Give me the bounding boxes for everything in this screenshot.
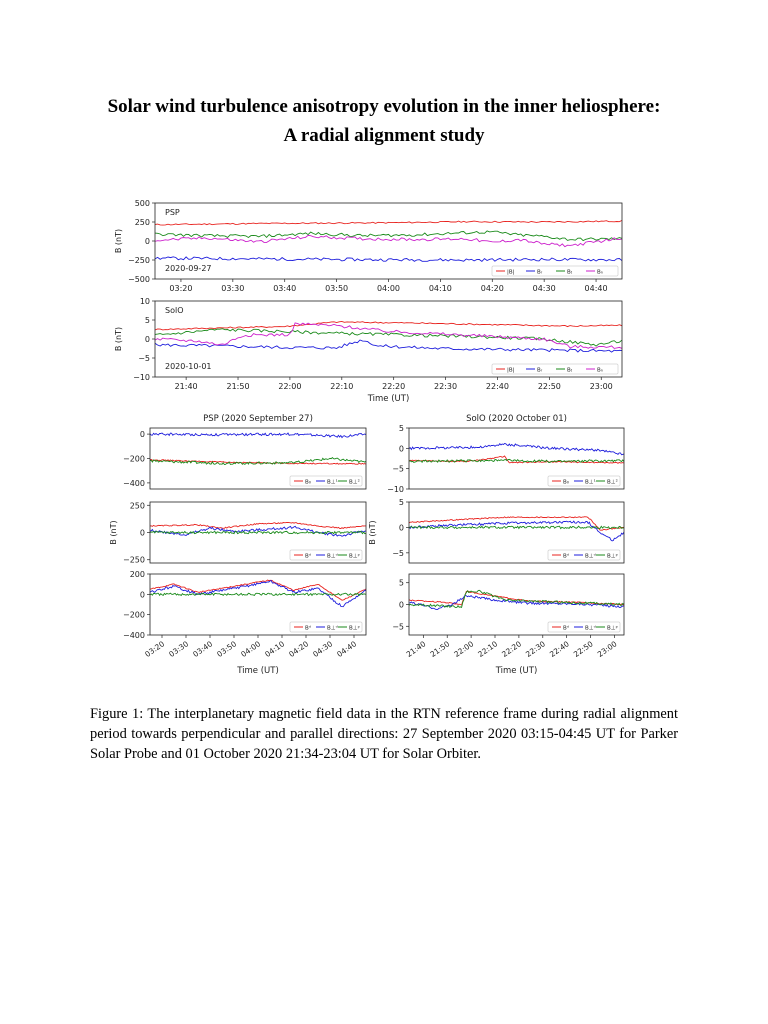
solo_rtn-xtick-label-4: 22:20 <box>382 382 406 391</box>
solo_perp2-ytick-label-0: 5 <box>398 498 404 507</box>
psp_par-xtick-label-5: 04:10 <box>263 639 287 660</box>
psp_par-xtick-label-6: 04:20 <box>287 639 311 660</box>
psp_perp2-legend-label-2: B⊥ᵖ <box>349 553 360 560</box>
psp_rtn-legend-label-3: Bₙ <box>597 269 603 276</box>
solo_perp2-series-1 <box>409 521 624 541</box>
psp_perp2-series-0 <box>150 522 366 528</box>
psp_perp2-legend-label-1: B⊥ᵈ <box>327 553 338 560</box>
psp_par-xtick-label-2: 03:40 <box>191 639 215 660</box>
solo_perp1-series-0 <box>409 456 624 463</box>
solo_rtn-xtick-label-7: 22:50 <box>537 382 561 391</box>
psp_perp1-ytick-label-2: −400 <box>123 478 145 488</box>
solo_par-legend-label-2: B⊥ᵖ <box>607 625 618 632</box>
psp_perp2-ytick-label-0: 250 <box>129 501 145 511</box>
psp_rtn-xtick-label-1: 03:30 <box>221 284 245 293</box>
solo_par-series-2 <box>409 590 624 607</box>
psp_rtn-series-0 <box>155 220 622 225</box>
title-line-2: A radial alignment study <box>283 125 485 146</box>
solo_rtn-xtick-label-1: 21:50 <box>226 382 250 391</box>
solo_rtn-ytick-label-4: −10 <box>133 373 150 382</box>
solo_rtn-legend-label-3: Bₙ <box>597 367 603 374</box>
psp_rtn-panel <box>152 203 622 282</box>
solo_par-xtick-label-6: 22:40 <box>547 639 571 660</box>
psp_rtn-ytick-label-3: −250 <box>128 256 150 265</box>
psp_par-legend-label-2: B⊥ᵖ <box>349 625 360 632</box>
solo_par-ytick-label-0: 5 <box>398 578 404 588</box>
psp_rtn-xtick-label-3: 03:50 <box>325 284 349 293</box>
solo_perp2-legend-label-1: B⊥ᵈ <box>585 553 596 560</box>
solo_rtn-series-2 <box>155 329 622 346</box>
solo_perp1-ytick-label-0: 5 <box>398 424 404 433</box>
solo_par-xlabel: Time (UT) <box>495 666 538 676</box>
psp_par-ytick-label-3: −400 <box>123 631 145 640</box>
psp_perp1-legend-label-2: B⊥² <box>349 479 360 486</box>
solo_rtn-ytick-label-1: 5 <box>144 316 150 325</box>
solo_perp1-ytick-label-3: −10 <box>387 485 404 494</box>
solo_perp1-title: SolO (2020 October 01) <box>466 414 567 424</box>
solo_perp1-legend-label-2: B⊥² <box>607 479 618 486</box>
solo_rtn-legend-label-0: |B| <box>507 367 515 374</box>
psp_par-xlabel: Time (UT) <box>237 666 279 676</box>
solo_perp1-legend-label-1: B⊥¹ <box>585 479 596 486</box>
psp_rtn-xtick-label-7: 04:30 <box>532 284 556 293</box>
solo_perp1-series-1 <box>409 444 624 455</box>
psp_perp2-legend-label-0: Bᵈ <box>305 553 312 560</box>
psp_rtn-xtick-label-6: 04:20 <box>480 284 504 293</box>
psp_rtn-xtick-label-4: 04:00 <box>376 284 401 293</box>
solo_perp2-ylabel: B (nT) <box>368 520 377 545</box>
psp_rtn-ytick-label-1: 250 <box>134 218 150 227</box>
solo_rtn-series-0 <box>155 321 622 330</box>
solo_perp1-ytick-label-2: −5 <box>392 464 404 474</box>
solo_par-xtick-label-0: 21:40 <box>404 639 428 660</box>
paper-title <box>40 92 728 150</box>
psp_par-series-2 <box>150 593 366 595</box>
psp_par-xtick-label-4: 04:00 <box>239 639 263 660</box>
solo_par-xtick-label-8: 23:00 <box>595 639 619 660</box>
solo_perp2-ytick-label-1: 0 <box>398 523 404 533</box>
psp_rtn-legend-label-2: Bₜ <box>567 269 573 276</box>
psp_perp2-ylabel: B (nT) <box>109 520 118 545</box>
psp_rtn-series-3 <box>155 235 622 246</box>
solo_perp1-legend-label-0: B₀ <box>563 479 569 486</box>
solo_rtn-xtick-label-8: 23:00 <box>589 382 613 391</box>
solo_perp1-ytick-label-1: 0 <box>398 444 404 454</box>
psp_par-ytick-label-2: −200 <box>123 610 145 620</box>
solo_rtn-xtick-label-5: 22:30 <box>434 382 458 391</box>
solo_rtn-ytick-label-0: 10 <box>139 297 150 306</box>
solo_rtn-xtick-label-0: 21:40 <box>174 382 198 391</box>
solo_perp2-legend-label-2: B⊥ᵖ <box>607 553 618 560</box>
title-line-1: Solar wind turbulence anisotropy evolution in the inner heliosphere: <box>107 96 661 117</box>
solo_par-xtick-label-1: 21:50 <box>428 639 452 660</box>
solo_rtn-xtick-label-3: 22:10 <box>330 382 354 391</box>
solo_rtn-xlabel: Time (UT) <box>367 394 410 404</box>
psp_par-ytick-label-0: 200 <box>129 570 145 579</box>
psp_perp1-series-1 <box>150 433 366 438</box>
solo_par-legend-label-1: B⊥ᵈ <box>585 625 596 632</box>
figure-caption: Figure 1: The interplanetary magnetic field data in the RTN reference frame during radial alignment period towards perpendicular and parallel directions: 27 September 2020 03:15-04:45 UT for Parker Solar Probe and 01 October 2020 21:34-23:04 UT for Solar Orbiter. <box>90 706 678 762</box>
solo_par-ytick-label-2: −5 <box>392 622 404 632</box>
psp_par-legend-label-0: Bᵈ <box>305 625 312 632</box>
psp_rtn-xtick-label-8: 04:40 <box>584 284 608 293</box>
psp_perp1-legend-label-0: B₀ <box>305 479 311 486</box>
psp_rtn-date: 2020-09-27 <box>165 264 212 273</box>
psp_perp2-ytick-label-2: −250 <box>123 555 145 565</box>
psp_rtn-ytick-label-0: 500 <box>134 199 150 208</box>
solo_par-xtick-label-5: 22:30 <box>524 639 547 660</box>
solo_par-xtick-label-2: 22:00 <box>452 639 476 660</box>
solo_rtn-panel <box>152 301 622 380</box>
figure-1 <box>108 195 630 680</box>
solo_par-legend-label-0: Bᵈ <box>563 625 570 632</box>
psp_par-xtick-label-1: 03:30 <box>167 639 191 660</box>
psp_perp1-ytick-label-1: −200 <box>123 454 145 464</box>
solo_rtn-label: SolO <box>165 306 184 315</box>
psp_perp1-ytick-label-0: 0 <box>139 430 145 440</box>
psp_par-xtick-label-7: 04:30 <box>311 639 335 660</box>
psp_rtn-ylabel: B (nT) <box>114 228 123 254</box>
psp_par-xtick-label-0: 03:20 <box>143 639 167 660</box>
solo_par-ytick-label-1: 0 <box>398 600 404 610</box>
psp_rtn-xtick-label-5: 04:10 <box>428 284 452 293</box>
solo_rtn-legend-label-2: Bₜ <box>567 367 573 374</box>
psp_rtn-legend-label-1: Bᵣ <box>537 269 543 276</box>
psp_perp2-ytick-label-1: 0 <box>139 528 145 538</box>
solo_rtn-ytick-label-2: 0 <box>144 335 150 344</box>
solo_rtn-xtick-label-2: 22:00 <box>278 382 302 391</box>
solo_rtn-date: 2020-10-01 <box>165 362 212 371</box>
psp_par-legend-label-1: B⊥ᵈ <box>327 625 338 632</box>
psp_par-xtick-label-8: 04:40 <box>335 639 359 660</box>
psp_par-xtick-label-3: 03:50 <box>215 639 239 660</box>
psp_par-ytick-label-1: 0 <box>139 590 145 600</box>
psp_perp1-title: PSP (2020 September 27) <box>203 414 313 424</box>
psp_rtn-ytick-label-4: −500 <box>128 275 150 284</box>
solo_rtn-ytick-label-3: −5 <box>138 354 150 363</box>
psp_perp1-legend-label-1: B⊥¹ <box>327 479 338 486</box>
solo_rtn-xtick-label-6: 22:40 <box>485 382 509 391</box>
psp_rtn-label: PSP <box>165 208 180 217</box>
solo_rtn-series-1 <box>155 340 622 352</box>
psp_rtn-xtick-label-0: 03:20 <box>169 284 193 293</box>
solo_perp2-legend-label-0: Bᵈ <box>563 553 570 560</box>
solo_rtn-ylabel: B (nT) <box>114 326 123 352</box>
psp_rtn-legend-label-0: |B| <box>507 269 515 276</box>
solo_par-xtick-label-7: 22:50 <box>571 639 595 660</box>
psp_perp2-series-2 <box>150 531 366 533</box>
solo_par-xtick-label-4: 22:20 <box>500 639 524 660</box>
psp_rtn-series-1 <box>155 257 622 262</box>
psp_rtn-xtick-label-2: 03:40 <box>273 284 297 293</box>
solo_par-xtick-label-3: 22:10 <box>476 639 500 660</box>
solo_perp2-ytick-label-2: −5 <box>392 548 404 558</box>
psp_rtn-ytick-label-2: 0 <box>144 237 150 246</box>
solo_rtn-legend-label-1: Bᵣ <box>537 367 543 374</box>
